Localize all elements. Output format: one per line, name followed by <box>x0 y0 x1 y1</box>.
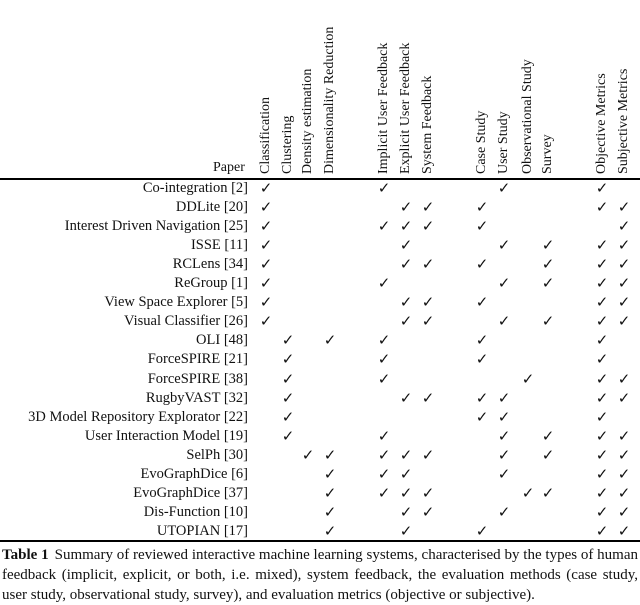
checkmark-icon: ✓ <box>595 312 609 331</box>
checkmark-icon: ✓ <box>617 388 631 407</box>
checkmark-icon: ✓ <box>617 464 631 483</box>
checkmark-icon: ✓ <box>617 255 631 274</box>
paper-name: Interest Driven Navigation [25] <box>64 218 248 235</box>
column-header: Density estimation <box>300 68 315 174</box>
checkmark-icon: ✓ <box>377 350 391 369</box>
checkmark-icon: ✓ <box>521 369 535 388</box>
checkmark-icon: ✓ <box>399 293 413 312</box>
checkmark-icon: ✓ <box>475 521 489 540</box>
column-header: Objective Metrics <box>594 73 609 174</box>
checkmark-icon: ✓ <box>521 483 535 502</box>
checkmark-icon: ✓ <box>281 369 295 388</box>
checkmark-icon: ✓ <box>497 464 511 483</box>
paper-name: Co-integration [2] <box>142 180 248 196</box>
checkmark-icon: ✓ <box>595 350 609 369</box>
checkmark-icon: ✓ <box>497 236 511 255</box>
checkmark-icon: ✓ <box>497 445 511 464</box>
checkmark-icon: ✓ <box>617 521 631 540</box>
paper-name: ISSE [11] <box>190 237 248 254</box>
checkmark-icon: ✓ <box>541 255 555 274</box>
checkmark-icon: ✓ <box>323 331 337 350</box>
checkmark-icon: ✓ <box>399 502 413 521</box>
checkmark-icon: ✓ <box>617 312 631 331</box>
checkmark-icon: ✓ <box>399 464 413 483</box>
checkmark-icon: ✓ <box>399 255 413 274</box>
bottom-rule <box>0 540 640 542</box>
paper-name: RugbyVAST [32] <box>145 389 248 406</box>
checkmark-icon: ✓ <box>475 350 489 369</box>
checkmark-icon: ✓ <box>595 521 609 540</box>
checkmark-icon: ✓ <box>399 198 413 217</box>
checkmark-icon: ✓ <box>281 388 295 407</box>
checkmark-icon: ✓ <box>421 388 435 407</box>
checkmark-icon: ✓ <box>377 483 391 502</box>
checkmark-icon: ✓ <box>595 388 609 407</box>
paper-name: UTOPIAN [17] <box>156 522 248 539</box>
column-header: Explicit User Feedback <box>398 42 413 174</box>
caption-label: Table 1 <box>2 547 49 563</box>
column-header: Implicit User Feedback <box>376 42 391 174</box>
checkmark-icon: ✓ <box>259 255 273 274</box>
checkmark-icon: ✓ <box>399 388 413 407</box>
checkmark-icon: ✓ <box>421 312 435 331</box>
checkmark-icon: ✓ <box>617 483 631 502</box>
checkmark-icon: ✓ <box>595 445 609 464</box>
checkmark-icon: ✓ <box>617 369 631 388</box>
checkmark-icon: ✓ <box>617 217 631 236</box>
paper-name: ForceSPIRE [21] <box>147 351 248 368</box>
paper-name: RCLens [34] <box>172 256 248 273</box>
checkmark-icon: ✓ <box>421 217 435 236</box>
checkmark-icon: ✓ <box>497 179 511 197</box>
checkmark-icon: ✓ <box>595 407 609 426</box>
checkmark-icon: ✓ <box>301 445 315 464</box>
checkmark-icon: ✓ <box>281 407 295 426</box>
checkmark-icon: ✓ <box>323 502 337 521</box>
checkmark-icon: ✓ <box>377 274 391 293</box>
checkmark-icon: ✓ <box>377 464 391 483</box>
paper-name: View Space Explorer [5] <box>104 294 248 311</box>
checkmark-icon: ✓ <box>617 426 631 445</box>
paper-name: EvoGraphDice [6] <box>140 465 248 482</box>
checkmark-icon: ✓ <box>497 407 511 426</box>
checkmark-icon: ✓ <box>323 464 337 483</box>
checkmark-icon: ✓ <box>323 483 337 502</box>
checkmark-icon: ✓ <box>475 331 489 350</box>
checkmark-icon: ✓ <box>617 445 631 464</box>
checkmark-icon: ✓ <box>259 293 273 312</box>
checkmark-icon: ✓ <box>475 407 489 426</box>
checkmark-icon: ✓ <box>281 331 295 350</box>
checkmark-icon: ✓ <box>377 331 391 350</box>
checkmark-icon: ✓ <box>399 445 413 464</box>
table-caption <box>2 545 638 605</box>
paper-name: User Interaction Model [19] <box>84 427 248 444</box>
column-header: Observational Study <box>520 59 535 174</box>
column-header: Dimensionality Reduction <box>322 26 337 174</box>
checkmark-icon: ✓ <box>595 426 609 445</box>
checkmark-icon: ✓ <box>475 255 489 274</box>
checkmark-icon: ✓ <box>497 274 511 293</box>
checkmark-icon: ✓ <box>281 426 295 445</box>
checkmark-icon: ✓ <box>281 350 295 369</box>
checkmark-icon: ✓ <box>421 502 435 521</box>
paper-name: EvoGraphDice [37] <box>133 484 248 501</box>
paper-name: ForceSPIRE [38] <box>147 370 248 387</box>
checkmark-icon: ✓ <box>259 274 273 293</box>
checkmark-icon: ✓ <box>595 236 609 255</box>
checkmark-icon: ✓ <box>595 274 609 293</box>
column-header: Clustering <box>280 115 295 174</box>
checkmark-icon: ✓ <box>377 445 391 464</box>
paper-name: ReGroup [1] <box>174 275 248 292</box>
checkmark-icon: ✓ <box>421 445 435 464</box>
checkmark-icon: ✓ <box>617 236 631 255</box>
column-header: User Study <box>496 111 511 174</box>
checkmark-icon: ✓ <box>541 312 555 331</box>
column-header: Subjective Metrics <box>616 68 631 174</box>
caption-text: Summary of reviewed interactive machine learning systems, characterised by the types of human feedback (implicit, explicit, or both, i.e. mixed), system feedback, the evaluation methods (case study, user study, observational study, survey), and evaluation metrics (objective or subjective). <box>2 547 638 603</box>
checkmark-icon: ✓ <box>399 217 413 236</box>
column-header: Classification <box>258 97 273 174</box>
checkmark-icon: ✓ <box>541 274 555 293</box>
paper-column-header: Paper <box>213 160 245 175</box>
checkmark-icon: ✓ <box>399 312 413 331</box>
checkmark-icon: ✓ <box>541 445 555 464</box>
column-header: Survey <box>540 134 555 174</box>
checkmark-icon: ✓ <box>595 331 609 350</box>
checkmark-icon: ✓ <box>541 483 555 502</box>
checkmark-icon: ✓ <box>595 293 609 312</box>
checkmark-icon: ✓ <box>617 274 631 293</box>
checkmark-icon: ✓ <box>595 502 609 521</box>
checkmark-icon: ✓ <box>323 521 337 540</box>
checkmark-icon: ✓ <box>617 293 631 312</box>
checkmark-icon: ✓ <box>541 426 555 445</box>
checkmark-icon: ✓ <box>595 369 609 388</box>
checkmark-icon: ✓ <box>259 217 273 236</box>
checkmark-icon: ✓ <box>377 217 391 236</box>
checkmark-icon: ✓ <box>259 179 273 197</box>
paper-name: SelPh [30] <box>186 446 248 463</box>
column-header: Case Study <box>474 110 489 174</box>
checkmark-icon: ✓ <box>421 293 435 312</box>
paper-name: DDLite [20] <box>175 199 248 216</box>
checkmark-icon: ✓ <box>497 388 511 407</box>
checkmark-icon: ✓ <box>399 483 413 502</box>
checkmark-icon: ✓ <box>595 483 609 502</box>
paper-name: Dis-Function [10] <box>143 503 248 520</box>
checkmark-icon: ✓ <box>323 445 337 464</box>
checkmark-icon: ✓ <box>497 426 511 445</box>
checkmark-icon: ✓ <box>595 198 609 217</box>
paper-name: Visual Classifier [26] <box>124 313 248 330</box>
checkmark-icon: ✓ <box>475 217 489 236</box>
paper-name: OLI [48] <box>196 332 248 349</box>
checkmark-icon: ✓ <box>399 236 413 255</box>
checkmark-icon: ✓ <box>259 312 273 331</box>
checkmark-icon: ✓ <box>377 426 391 445</box>
checkmark-icon: ✓ <box>595 179 609 197</box>
column-header: System Feedback <box>420 75 435 174</box>
checkmark-icon: ✓ <box>617 502 631 521</box>
paper-name: 3D Model Repository Explorator [22] <box>28 408 248 425</box>
checkmark-icon: ✓ <box>595 255 609 274</box>
checkmark-icon: ✓ <box>399 521 413 540</box>
checkmark-icon: ✓ <box>377 369 391 388</box>
checkmark-icon: ✓ <box>377 179 391 197</box>
checkmark-icon: ✓ <box>421 255 435 274</box>
checkmark-icon: ✓ <box>497 312 511 331</box>
checkmark-icon: ✓ <box>475 198 489 217</box>
checkmark-icon: ✓ <box>259 236 273 255</box>
checkmark-icon: ✓ <box>617 198 631 217</box>
checkmark-icon: ✓ <box>421 198 435 217</box>
checkmark-icon: ✓ <box>259 198 273 217</box>
checkmark-icon: ✓ <box>421 483 435 502</box>
checkmark-icon: ✓ <box>595 464 609 483</box>
checkmark-icon: ✓ <box>497 502 511 521</box>
checkmark-icon: ✓ <box>541 236 555 255</box>
checkmark-icon: ✓ <box>475 293 489 312</box>
checkmark-icon: ✓ <box>475 388 489 407</box>
